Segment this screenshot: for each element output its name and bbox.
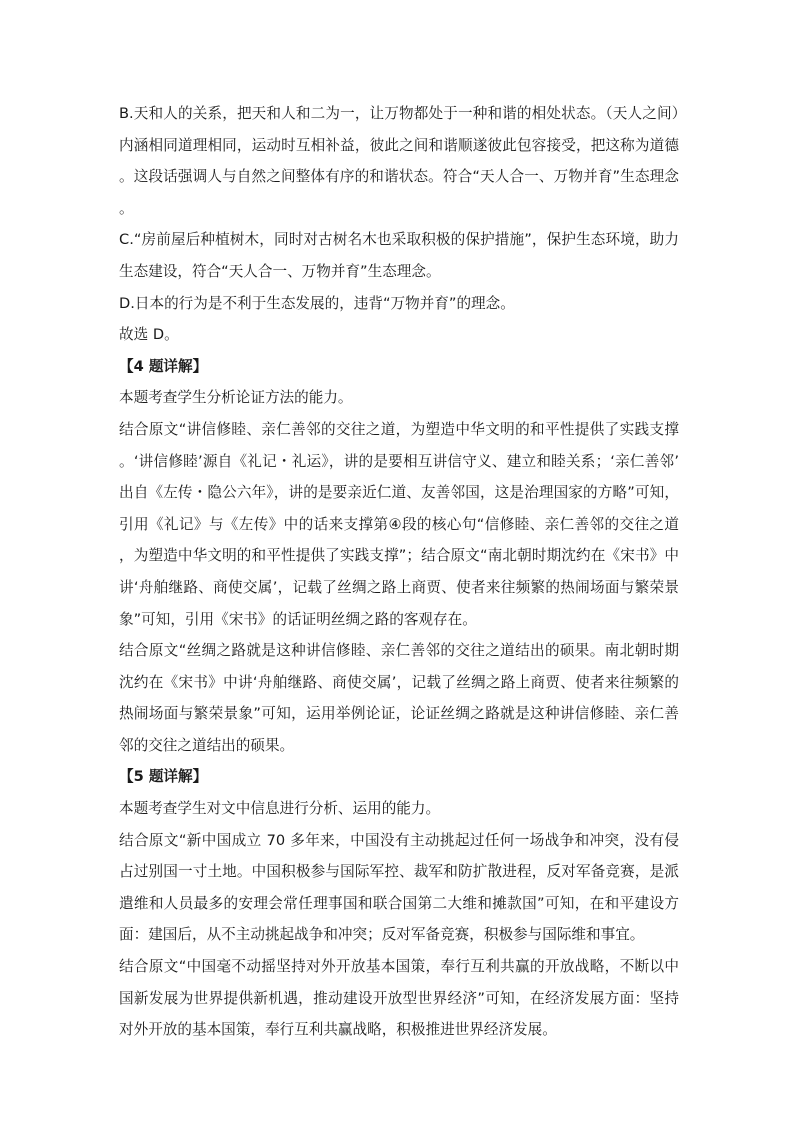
option-c-explanation: C.“房前屋后种植树木，同时对古树名木也采取积极的保护措施”，保护生态环境，助力生态建设，符合“天人合一、万物并育”生态理念。 [119, 231, 679, 280]
question-5-heading: 【5 题详解】 [119, 768, 208, 786]
answer-choice: 故选 D。 [119, 326, 179, 344]
question-4-analysis-2: 结合原文“丝绸之路就是这种讲信修睦、亲仁善邻的交往之道结出的硕果。南北朝时期沈约在《宋书》中讲‘舟舶继路、商使交属’，记载了丝绸之路上商贾、使者来往频繁的热闹场面与繁荣景象”可知，运用举例论证，论证丝绸之路就是这种讲信修睦、亲仁善邻的交往之道结出的硕果。 [119, 642, 679, 754]
answer-explanation-body [119, 98, 679, 1046]
question-4-analysis-1: 结合原文“讲信修睦、亲仁善邻的交往之道，为塑造中华文明的和平性提供了实践支撑。‘讲信修睦’源自《礼记・礼运》，讲的是要相互讲信守义、建立和睦关系；‘亲仁善邻’出自《左传・隐公六年》，讲的是要亲近仁道、友善邻国，这是治理国家的方略”可知，引用《礼记》与《左传》中的话来支撑第④段的核心句“信修睦、亲仁善邻的交往之道，为塑造中华文明的和平性提供了实践支撑”；结合原文“南北朝时期沈约在《宋书》中讲‘舟舶继路、商使交属’，记载了丝绸之路上商贾、使者来往频繁的热闹场面与繁荣景象”可知，引用《宋书》的话证明丝绸之路的客观存在。 [119, 420, 679, 628]
option-d-explanation: D.日本的行为是不利于生态发展的，违背“万物并育”的理念。 [119, 294, 515, 312]
question-5-analysis-1: 结合原文“新中国成立 70 多年来，中国没有主动挑起过任何一场战争和冲突，没有侵占过别国一寸土地。中国积极参与国际军控、裁军和防扩散进程，反对军备竞赛，是派遣维和人员最多的安理会常任理事国和联合国第二大维和摊款国”可知，在和平建设方面：建国后，从不主动挑起战争和冲突；反对军备竞赛，积极参与国际维和事宜。 [119, 831, 679, 944]
question-5-intro: 本题考查学生对文中信息进行分析、运用的能力。 [119, 800, 441, 818]
question-4-intro: 本题考查学生分析论证方法的能力。 [119, 389, 353, 407]
question-4-heading: 【4 题详解】 [119, 357, 208, 375]
option-b-explanation: B.天和人的关系，把天和人和二为一，让万物都处于一种和谐的相处状态。（天人之间）内涵相同道理相同，运动时互相补益，彼此之间和谐顺遂彼此包容接受，把这称为道德。这段话强调人与自然之间整体有序的和谐状态。符合“天人合一、万物并育”生态理念。 [119, 105, 679, 217]
question-5-analysis-2: 结合原文“中国毫不动摇坚持对外开放基本国策，奉行互利共赢的开放战略，不断以中国新发展为世界提供新机遇，推动建设开放型世界经济”可知，在经济发展方面：坚持对外开放的基本国策，奉行互利共赢战略，积极推进世界经济发展。 [119, 958, 679, 1039]
